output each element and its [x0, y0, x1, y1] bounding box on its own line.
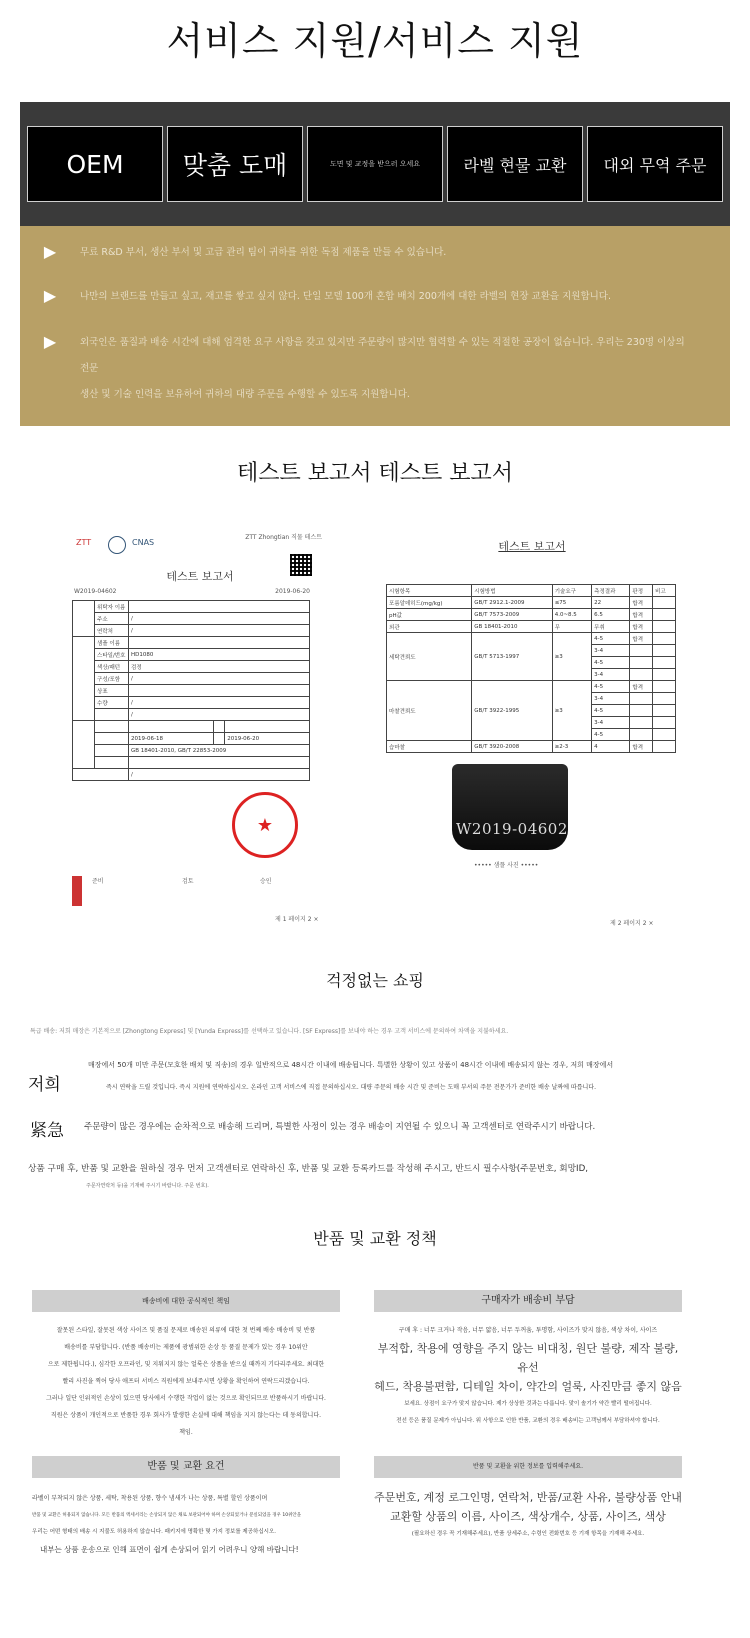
feature-text [80, 330, 730, 408]
play-arrow-icon: ▶ [43, 286, 57, 305]
report-table: 위탁자 이름 주소 / 연락처 / 샘플 이름 스타일/번호 HD1080 색상/패턴 검정 구성/포함 / 상표 수량 / / 2019-06-18 2019-06-20 GB 18401-2010, GB/T 22853-2009 / [72, 600, 310, 781]
sample-caption: ••••• 샘플 사진 ••••• [474, 862, 539, 869]
test-report-heading: 테스트 보고서 테스트 보고서 [236, 461, 513, 486]
red-seal-stamp-icon: ★ [232, 792, 298, 858]
page-number: 제 2 페이지 2 × [610, 920, 654, 927]
feature-text: 무료 R&D 부서, 생산 부서 및 고급 관리 팀이 귀하를 위한 독점 제품을 만들 수 있습니다. [80, 247, 447, 258]
service-foreign-trade[interactable]: 대외 무역 주문 [587, 126, 723, 202]
ilac-badge-icon [108, 536, 126, 554]
feature-item [20, 284, 730, 310]
test-report-page-2 [382, 530, 682, 930]
service-custom-wholesale[interactable]: 맞춤 도매 [167, 126, 303, 202]
exchange-conditions-header: 반품 및 교환 요건 [32, 1456, 340, 1478]
feature-item [20, 330, 730, 408]
play-arrow-icon: ▶ [43, 242, 57, 261]
policy-heading: 반품 및 교환 정책 [313, 1229, 437, 1248]
our-store-line: 즉시 연락을 드릴 것입니다. 즉시 지원에 연락하십시오. 온라인 고객 서비스에 직접 문의하십시오. 대량 주문의 배송 시간 및 준비는 도매 부서의 주문 전문가가 준비한 배송 날짜에 따릅니다. [106, 1084, 597, 1091]
signer-approved: 승인 [260, 878, 272, 885]
official-responsibility-body: 잘못된 스타일, 잘못된 색상 사이즈 및 품질 문제로 배송된 의류에 대한 첫 번째 배송 배송비 및 반품 배송비를 부담합니다. (반품 배송비는 제품에 광범위한 손상 등 품질 문제가 있는 경우 10위안 으로 제한됩니다.), 심각한 오프라인, 및 지워지지 않는 얼룩은 상품을 받으실 때까지 기다리주세요. 최대한 빨리 사진을 찍어 당사 애프터 서비스 직원에게 보내주시면 상황을 확인하여 연락드리겠습니다. 그러나 일단 인위적인 손상이 있으면 당사에서 수행한 작업이 없는 것으로 확인되므로 반품하시기 바랍니다. 직원은 상품이 개인적으로 반품한 경우 회사가 발생한 손실에 대해 책임을 지지 않는다는 데 동의합니다. 책임. [46, 1327, 326, 1436]
feature-text-line: 외국인은 품질과 배송 시간에 대해 엄격한 요구 사항을 갖고 있지만 주문량이 많지만 협력할 수 있는 적절한 공장이 없습니다. 우리는 230명 이상의 전문 [80, 337, 685, 374]
worry-free-heading: 걱정없는 쇼핑 [326, 971, 424, 990]
feature-text: 나만의 브랜드를 만들고 싶고, 재고를 쌓고 싶지 않다. 단일 모델 100개 혼합 배치 200개에 대한 라벨의 현장 교환을 지원합니다. [80, 291, 612, 302]
shipping-note: 특급 배송: 저희 매장은 기본적으로 [Zhongtong Express] 및 [Yunda Express]를 선택하고 있습니다. [SF Express]를 보내야 하는 경우 고객 서비스에 문의하여 차액을 지불하세요. [30, 1028, 509, 1035]
exchange-info-header: 반품 및 교환을 위한 정보를 입력해주세요. [374, 1456, 682, 1478]
page-number: 제 1 페이지 2 × [275, 916, 319, 923]
fabric-sample-code: W2019-04602 [456, 820, 568, 838]
ztt-side-logo-icon [72, 876, 82, 906]
feature-item [20, 240, 730, 266]
our-store-line: 매장에서 50개 미만 주문(모호한 배치 및 직송)의 경우 일반적으로 48시간 이내에 배송됩니다. 특별한 상황이 있고 상품이 48시간 이내에 배송되지 않는 경우, 저희 매장에서 [88, 1061, 614, 1069]
service-oem[interactable]: OEM [27, 126, 163, 202]
buyer-pays-header: 구매자가 배송비 부담 [374, 1290, 682, 1312]
feature-band [20, 226, 730, 426]
urgent-label: 紧急 [30, 1121, 64, 1141]
test-report-page-1 [70, 530, 330, 930]
page-title: 서비스 지원/서비스 지원 [166, 19, 584, 63]
signer-reviewed: 검토 [182, 878, 194, 885]
play-arrow-icon: ▶ [43, 332, 57, 351]
signer-prepared: 준비 [92, 878, 104, 885]
exchange-conditions-body: 라벨이 부착되지 않은 상품, 세탁, 착용된 상품, 향수 냄새가 나는 상품, 특별 할인 상품이며 반품 및 교환은 허용되지 않습니다. 모든 반품의 액세서리는 손상되지 않은 채로 보관되어야 하며 손상되었거나 분실되었을 경우 10위안을 우리는 어떤 형태의 배송 시 지불도 허용하지 않습니다. 패키지에 명확한 몇 가지 정보를 제공하십시오. 내부는 상품 운송으로 인해 표면이 쉽게 손상되어 읽기 어려우니 양해 바랍니다! [32, 1495, 302, 1554]
return-instruction: 상품 구매 후, 반품 및 교환을 원하실 경우 먼저 고객센터로 연락하신 후, 반품 및 교환 등록카드를 작성해 주시고, 반드시 필수사항(주문번호, 회망ID, [28, 1164, 589, 1174]
cnas-badge-icon: CNAS [132, 538, 155, 547]
report-date: 2019-06-20 [275, 588, 310, 595]
feature-text-line: 생산 및 기술 인력을 보유하여 귀하의 대량 주문을 수행할 수 있도록 지원합니다. [80, 389, 410, 400]
report-title: 테스트 보고서 [498, 540, 566, 553]
report-number: W2019-04602 [74, 588, 117, 595]
report-title: 테스트 보고서 [166, 570, 234, 583]
urgent-line: 주문량이 많은 경우에는 순차적으로 배송해 드리며, 특별한 사정이 있는 경우 배송이 지연될 수 있으니 꼭 고객센터로 연락주시기 바랍니다. [84, 1122, 596, 1132]
return-instruction-sub: 주문자연락처 등)을 기재해 주시기 바랍니다. 주문 번호). [86, 1183, 209, 1189]
buyer-pays-body: 구매 후 : 너무 크거나 작음, 너무 얇음, 너무 두꺼움, 투명함, 사이즈가 맞지 않음, 색상 차이, 사이즈 부적합, 착용에 영향을 주지 않는 비대칭, 원단 불량, 제작 불량, 유선 헤드, 착용불편함, 디테일 차이, 약간의 얼룩, 사진만큼 좋지 않음 보세요. 상점이 요구가 맞지 않습니다. 제가 상상한 것과는 다릅니다. 맞이 솔기가 약간 빨리 떨어집니다. 전선 등은 품질 문제가 아닙니다. 위 사항으로 인한 반품, 교환의 경우 배송비는 고객님께서 부담하셔야 합니다. [374, 1327, 682, 1424]
results-table: 시험항목 시험방법 기술요구 측정결과 판정 비고 포름알데히드(mg/kg) GB/T 2912.1-2009 ≤75 22 합격 pH값 GB/T 7573-2009 4.0~8.5 6.5 합격 외관 GB 18401-2010 무 무취 합격 세탁견뢰도 GB/T 5713-1997 ≥3 4-5 합격 3-4 4-5 3-4 마찰견뢰도 GB/T 3922-1995 ≥3 4-5 합격 3-4 4-5 3-4 4-5 습마찰 GB/T 3920-2008 ≥2-3 4 합격 [386, 584, 676, 753]
service-label-exchange[interactable]: 라벨 현물 교환 [447, 126, 583, 202]
service-band [20, 102, 730, 226]
ztt-logo-icon: ZTT [76, 538, 92, 547]
official-responsibility-header: 배송비에 대한 공식적인 책임 [32, 1290, 340, 1312]
service-drawing-proofing[interactable]: 도면 및 교정을 받으러 오세요 [307, 126, 443, 202]
exchange-info-body: 주문번호, 계정 로그인명, 연락처, 반품/교환 사유, 불량상품 안내 교환할 상품의 이름, 사이즈, 색상개수, 상품, 사이즈, 색상 (필요하신 경우 꼭 기재해주세요), 반품 상세주소, 수령인 전화번호 등 기재 항목을 기재해 주세요. [374, 1491, 682, 1537]
lab-name: ZTT Zhongtian 직물 테스트 [245, 534, 322, 541]
our-store-label: 저희 [28, 1075, 61, 1095]
service-row [27, 126, 723, 202]
